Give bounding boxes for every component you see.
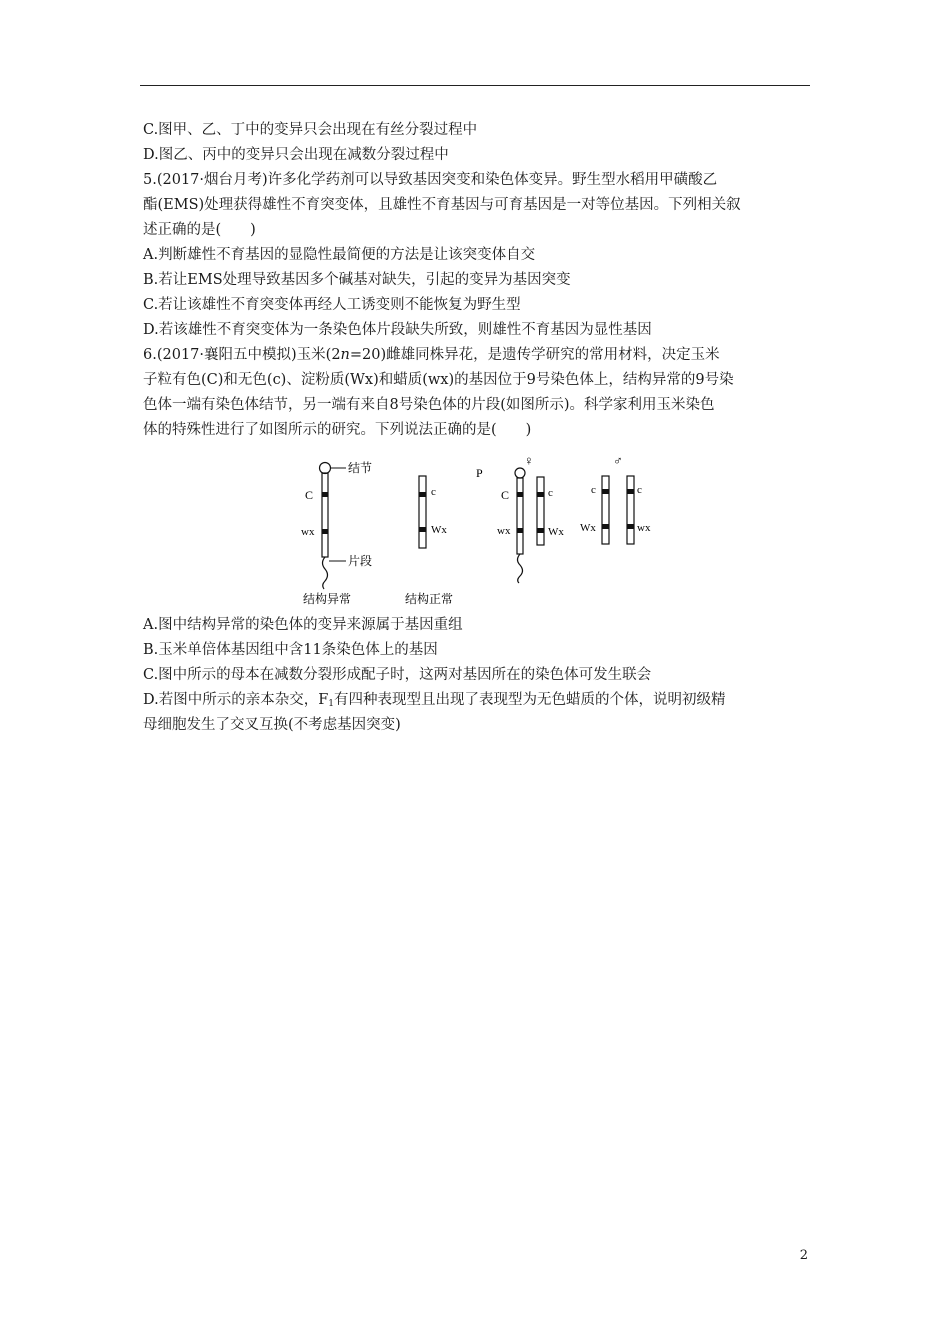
option-5a: A.判断雄性不育基因的显隐性最简便的方法是让该突变体自交	[143, 247, 536, 263]
question-5-line-3: 述正确的是( )	[143, 222, 256, 238]
option-5c: C.若让该雄性不育突变体再经人工诱变则不能恢复为野生型	[143, 297, 521, 313]
gene-label-wx-male: wx	[637, 522, 651, 534]
abnormal-chromosome	[320, 463, 347, 590]
question-6-line-3: 色体一端有染色体结节，另一端有来自8号染色体的片段(如图所示)。科学家利用玉米染色	[143, 397, 715, 413]
gene-label-wx-abnormal: wx	[301, 526, 315, 538]
gene-label-c-male-1: c	[591, 484, 596, 496]
female-normal-chromosome	[537, 477, 544, 545]
gene-label-c-female: c	[548, 487, 553, 499]
question-5-line-2: 酯(EMS)处理获得雄性不育突变体，且雄性不育基因与可育基因是一对等位基因。下列相关叙	[143, 197, 741, 213]
male-chromosome-2	[627, 476, 634, 544]
male-chromosome-1	[602, 476, 609, 544]
gene-label-C-abnormal: C	[305, 488, 314, 502]
option-6d-line-2: 母细胞发生了交叉互换(不考虑基因突变)	[143, 717, 401, 733]
option-5d: D.若该雄性不育突变体为一条染色体片段缺失所致，则雄性不育基因为显性基因	[143, 322, 652, 338]
option-6d: D.若图中所示的亲本杂交，$F_1$有四种表现型且出现了表现型为无色蜡质的个体，说明初级精	[143, 692, 726, 709]
p-label: P	[476, 466, 483, 480]
gene-label-Wx-male: Wx	[580, 522, 596, 534]
option-4d: D.图乙、丙中的变异只会出现在减数分裂过程中	[143, 147, 449, 163]
question-6-line-1: 6.(2017·襄阳五中模拟)玉米(2n=20)雌雄同株异花，是遗传学研究的常用材料，决定玉米	[143, 347, 720, 363]
page-number: 2	[799, 1248, 808, 1263]
question-6-line-4: 体的特殊性进行了如图所示的研究。下列说法正确的是( )	[143, 422, 532, 438]
gene-label-C-female: C	[501, 488, 510, 502]
question-5-line-1: 5.(2017·烟台月考)许多化学药剂可以导致基因突变和染色体变异。野生型水稻用甲磺酸乙	[143, 172, 718, 188]
caption-normal: 结构正常	[405, 592, 454, 606]
option-6c: C.图中所示的母本在减数分裂形成配子时，这两对基因所在的染色体可发生联会	[143, 667, 652, 683]
option-6b: B.玉米单倍体基因组中含11条染色体上的基因	[143, 642, 438, 658]
knob-label: 结节	[348, 461, 373, 475]
question-6-line-2: 子粒有色(C)和无色(c)、淀粉质(Wx)和蜡质(wx)的基因位于9号染色体上，结构异常的9号染	[143, 372, 734, 388]
header-rule	[140, 85, 810, 86]
female-abnormal-chromosome	[515, 468, 525, 583]
caption-abnormal: 结构异常	[303, 592, 352, 606]
gene-label-c-normal: c	[431, 486, 436, 498]
gene-label-wx-female: wx	[497, 525, 511, 537]
normal-chromosome	[419, 476, 426, 548]
male-symbol: ♂	[613, 453, 623, 468]
document-body	[143, 118, 811, 738]
chromosome-figure	[143, 449, 811, 609]
segment-label: 片段	[348, 554, 373, 568]
gene-label-c-male-2: c	[637, 484, 642, 496]
option-6a: A.图中结构异常的染色体的变异来源属于基因重组	[143, 617, 463, 633]
option-5b: B.若让EMS处理导致基因多个碱基对缺失，引起的变异为基因突变	[143, 272, 571, 288]
gene-label-Wx-normal: Wx	[431, 524, 447, 536]
option-4c: C.图甲、乙、丁中的变异只会出现在有丝分裂过程中	[143, 122, 478, 138]
gene-label-Wx-female: Wx	[548, 526, 564, 538]
female-symbol: ♀	[524, 453, 534, 468]
